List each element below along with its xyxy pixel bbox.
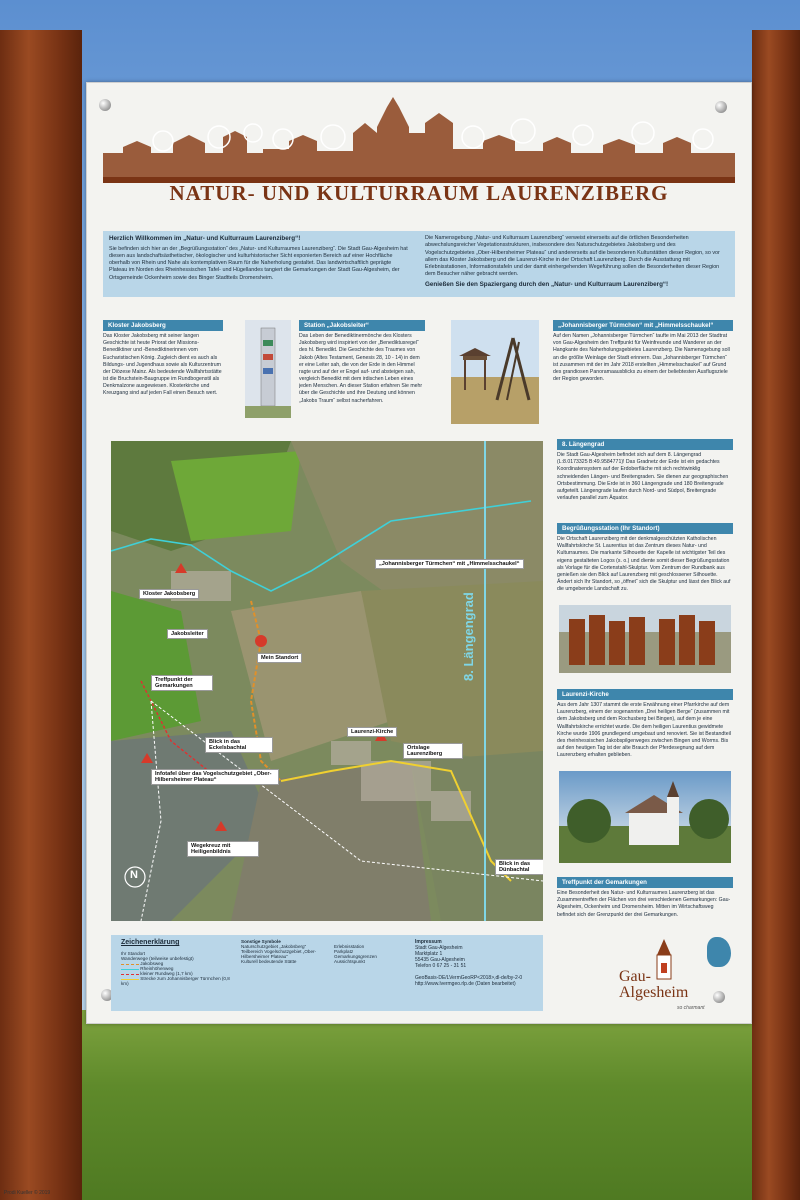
kloster-photo <box>245 320 291 418</box>
aerial-map <box>111 441 543 921</box>
impressum <box>415 939 539 987</box>
map-label-jakobsleiter: Jakobsleiter <box>167 629 208 639</box>
treffpunkt-text: Eine Besonderheit des Natur- und Kulturraumes Laurenzberg ist das Zusammentreffen der Flächen von drei verschiedenen Gemarkungen: Gau-Algesheim, Ockenheim und Dromersheim. Mitten im Wirtschaftsweg befindet sich der Grenzpunkt der drei Gemarkungen. <box>557 890 731 918</box>
legend-symbol: Parkplatz <box>334 949 354 954</box>
map-label-kirche: Laurenzi-Kirche <box>347 727 397 737</box>
kirche-heading: Laurenzi-Kirche <box>557 689 733 700</box>
map-label-laengengrad: 8. Längengrad <box>461 592 476 681</box>
map-label-infotafel: Infotafel über das Vogelschutzgebiet „Ober-Hilbersheimer Plateau“ <box>151 769 279 785</box>
map-label-tuermchen: „Johannisberger Türmchen“ mit „Himmelsschaukel“ <box>375 559 524 569</box>
intro-right-text: Die Namensgebung „Natur- und Kulturraum Laurenziberg“ verweist einerseits auf die örtlichen Besonderheiten abwechslungsreicher Vegetationsstrukturen, insbesondere des Naturschutzgebietes Jakobsberg und des Vogelschutzgebietes „Ober-Hilbersheimer Plateau“ und andererseits auf die besonderen Kulturstätten dieser Region, so vor allem das Kloster Jakobsberg und die Laurenzi-Kirche in der Ortschaft Laurenziberg. Durch die Ausstattung mit Erlebnisstationen, Informationstafeln und der damit einhergehenden Wegeführung sollen die Besonderheiten dieser Region dem Besucher näher gebracht werden. <box>425 235 720 278</box>
impressum-line: Stadt Gau-Algesheim <box>415 945 463 951</box>
left-steel-post <box>0 30 82 1200</box>
north-arrow-icon: N <box>130 869 138 881</box>
jakobsweg-line-icon <box>121 964 139 965</box>
right-steel-post <box>752 30 800 1200</box>
info-board <box>86 82 752 1024</box>
intro-box <box>103 231 735 297</box>
kloster-heading: Kloster Jakobsberg <box>103 320 223 331</box>
impressum-line: Marktplatz 1 <box>415 951 443 957</box>
impressum-heading: Impressum <box>415 939 442 945</box>
laengengrad-heading: 8. Längengrad <box>557 439 733 450</box>
legend-item: Rheinhöhenweg <box>140 966 174 971</box>
kirche-text: Aus dem Jahr 1307 stammt die erste Erwähnung einer Pfarrkirche auf dem Laurenzberg, einem der sogenannten „Drei heiligen Berge“ (zusammen mit dem Jakobsberg und dem Rochusberg bei Bingen), auf dem je eine Wallfahrtskirche errichtet wurde. Die dem heiligen Laurentius gewidmete Kirche wurde 1906 grundlegend umgebaut und renoviert. Sie ist Bestandteil des rheinhessischen Jakobspilgerweges zwischen Bingen und Worms. Bis auf den heutigen Tag ist der alte Brauch der Pferdesegnung auf dem Laurenzberg erhalten geblieben. <box>557 702 731 759</box>
geobasis-url: http://www.lvermgeo.rlp.de (Daten bearbeitet) <box>415 981 516 987</box>
legend-item: kleiner Rundweg (1,7 km) <box>140 971 193 976</box>
legend <box>111 935 543 1011</box>
legend-item: Wanderwege (teilweise unbefestigt) <box>121 956 194 961</box>
logo-tagline: so charmant <box>677 1005 705 1011</box>
rheinhoehenweg-line-icon <box>121 969 139 970</box>
tuermchen-text: Auf den Namen „Johannisberger Türmchen“ taufte im Mai 2013 der Stadtrat von Gau-Algesheim den Treffpunkt für Weinfreunde und Wanderer an der Hangkante des Naherholungsgebietes Laurenzberg. Die Namensgebung soll an die größte Weinlage der Stadt erinnern. Das „Johannisberger Türmchen“ ist zusammen mit der im Jahr 2018 erstellten „Himmelsschaukel“ auf Grund des grandiosen Panoramaausblicks zu einem der beliebtesten Ausflugsziele der Region geworden. <box>553 333 730 383</box>
board-title: NATUR- UND KULTURRAUM LAURENZIBERG <box>169 181 669 205</box>
skyline-logo <box>103 93 735 183</box>
grass <box>0 1010 800 1200</box>
map-label-wegekreuz: Wegekreuz mit Heiligenbildnis <box>187 841 259 857</box>
laengengrad-text: Die Stadt Gau-Algesheim befindet sich auf dem 8. Längengrad (L:8.0173325 B:49.9584771)! Das Gradnetz der Erde ist ein gedachtes Koordinatensystem auf der Erdoberfläche mit sich rechtwinklig schneidenden Längen- und Breitengraden. Sie dienen zur geographischen Ortsbestimmung. Die Erde ist in 360 Längengrade und 180 Breitengrade aufgeteilt. Längengrade laufen durch Nord- und Südpol, Breitengrade verlaufen parallel zum Äquator. <box>557 452 729 502</box>
legend-symbol: Naturschutzgebiet „Jakobsberg“ <box>241 944 307 949</box>
legend-item: Jakobsweg <box>140 961 164 966</box>
legend-other-heading: Sonstige Symbole <box>241 939 281 944</box>
map-label-standort: Mein Standort <box>257 653 302 663</box>
impressum-line: Telefon 0 67 25 - 31 51 <box>415 963 467 969</box>
legend-symbol: Kulturell bedeutende Stätte <box>241 959 297 964</box>
begruessung-photo <box>559 605 731 673</box>
legend-item: Ihr Standort <box>121 951 146 956</box>
tuermchen-heading: „Johannisberger Türmchen“ mit „Himmelsschaukel“ <box>553 320 733 331</box>
map-label-kloster: Kloster Jakobsberg <box>139 589 199 599</box>
legend-symbol: Aussichtspunkt <box>334 959 365 964</box>
logo-line2: Algesheim <box>619 984 689 1001</box>
logo-text <box>619 969 688 1001</box>
legend-symbols <box>241 939 421 964</box>
legend-symbol: Teilbereich Vogelschutzgebiet „Ober-Hilbersheimer Plateau“ <box>241 949 317 959</box>
begruessung-text: Die Ortschaft Laurenziberg mit der denkmalgeschützten Katholischen Wallfahrtskirche St. Laurentius ist das Zentrum dieses Natur- und Kulturraumes. Die markante Silhouette der Kapelle ist wichtigster Teil des eigens gestalteten Logos (s. o.) und diente somit dieser Begrüßungsstation als Vorlage für die Cortenstahl-Skulptur. Vom Zentrum der Rundbank aus genießen sie den Blick auf Laurenzberg mit geschlossener Silhouette. Ändert sich Ihr Standort, so „öffnet“ sich die Skulptur und lässt den Blick auf die umgebende Landschaft zu. <box>557 536 731 593</box>
map-label-duenbachtal: Blick in das Dünbachtal <box>495 859 543 875</box>
rundweg-line-icon <box>121 974 139 975</box>
corten-sculpture-image <box>559 605 731 673</box>
legend-item: Strecke zum Johannisberger Türmchen (0,8 km) <box>121 976 230 986</box>
legend-lines <box>121 951 231 986</box>
legend-symbol: Erlebnisstation <box>334 944 365 949</box>
kirche-photo <box>559 771 731 863</box>
kloster-text: Das Kloster Jakobsberg mit seiner langen Geschichte ist heute Priorat der Missions-Benediktiner und -Benediktinerinnen vom Eucharistischen König. Zugleich dient es auch als Bildungs- und Jugendhaus sowie als Kulturzentrum der Diözese Mainz. Als bedeutende Wallfahrtsstätte ist die Bruchstein-Baugruppe im Rundbogenstil als Denkmalzone ausgewiesen. Klosterkirche und Kreuzgang sind auf jeden Fall einen Besuch wert. <box>103 333 222 397</box>
begruessung-heading: Begrüßungsstation (Ihr Standort) <box>557 523 733 534</box>
tuermchen-photo <box>451 320 539 424</box>
sculpture-image <box>245 320 291 418</box>
region-map-icon <box>707 937 731 967</box>
tower-swing-image <box>451 320 539 424</box>
map-label-eckelsbachtal: Blick in das Eckelsbachtal <box>205 737 273 753</box>
tuermchen-line-icon <box>121 979 139 980</box>
geobasis-note: GeoBasis-DE/LVermGeoRP<2018>,dl-de/by-2-0 <box>415 975 523 981</box>
gau-algesheim-logo <box>607 933 747 1015</box>
logo-line1: Gau- <box>619 968 651 985</box>
jakobsleiter-heading: Station „Jakobsleiter“ <box>299 320 425 331</box>
church-image <box>559 771 731 863</box>
impressum-line: 55435 Gau-Algesheim <box>415 957 465 963</box>
photo-credit: Prodi Kueller © 2019 <box>4 1190 51 1196</box>
intro-closing: Genießen Sie den Spaziergang durch den „Natur- und Kulturraum Laurenziberg“! <box>425 280 669 288</box>
map-label-treffpunkt: Treffpunkt der Gemarkungen <box>151 675 213 691</box>
jakobsleiter-text: Das Leben der Benediktinermönche des Klosters Jakobsberg wird inspiriert von der „Benediktusregel“ des hl. Benedikt. Die Geschichte des Traumes von Jakob (Altes Testament, Genesis 28, 10 - 14) in dem er eine Leiter sah, die von der Erde in den Himmel ragte und auf der er Engel auf- und absteigen sah, vergleich Benedikt mit dem irdischen Leben eines jeden Menschen. An dieser Station erfahren Sie mehr über die Geschichte und ihre Deutung und können „Jakobs Traum“ selbst nacherfahren. <box>299 333 423 404</box>
legend-heading: Zeichenerklärung <box>121 939 180 946</box>
legend-symbol: Gemarkungsgrenzen <box>334 954 377 959</box>
intro-left-text: Sie befinden sich hier an der „Begrüßungsstation“ des „Natur- und Kulturraumes Laurenziberg“. Die Stadt Gau-Algesheim hat diesen aus landschaftsästhetischer, ökologischer und kulturhistorischer Sicht exponierten Bereich auf einer Hochfläche oberhalb von Rhein und Nahe als kontemplativen Raum für die Naherholung gestaltet. Das landwirtschaftlich geprägte Plateau im Norden des Rheinhessischen Tafel- und Hügellandes tangiert die Gemarkungen der Stadt Gau-Algesheim, der Ortsgemeinde Ockenheim sowie des Binger Stadtteils Dromersheim. <box>109 245 408 281</box>
map-label-ortslage: Ortslage Laurenziberg <box>403 743 463 759</box>
treffpunkt-heading: Treffpunkt der Gemarkungen <box>557 877 733 888</box>
intro-heading: Herzlich Willkommen im „Natur- und Kulturraum Laurenziberg“! <box>109 235 301 242</box>
